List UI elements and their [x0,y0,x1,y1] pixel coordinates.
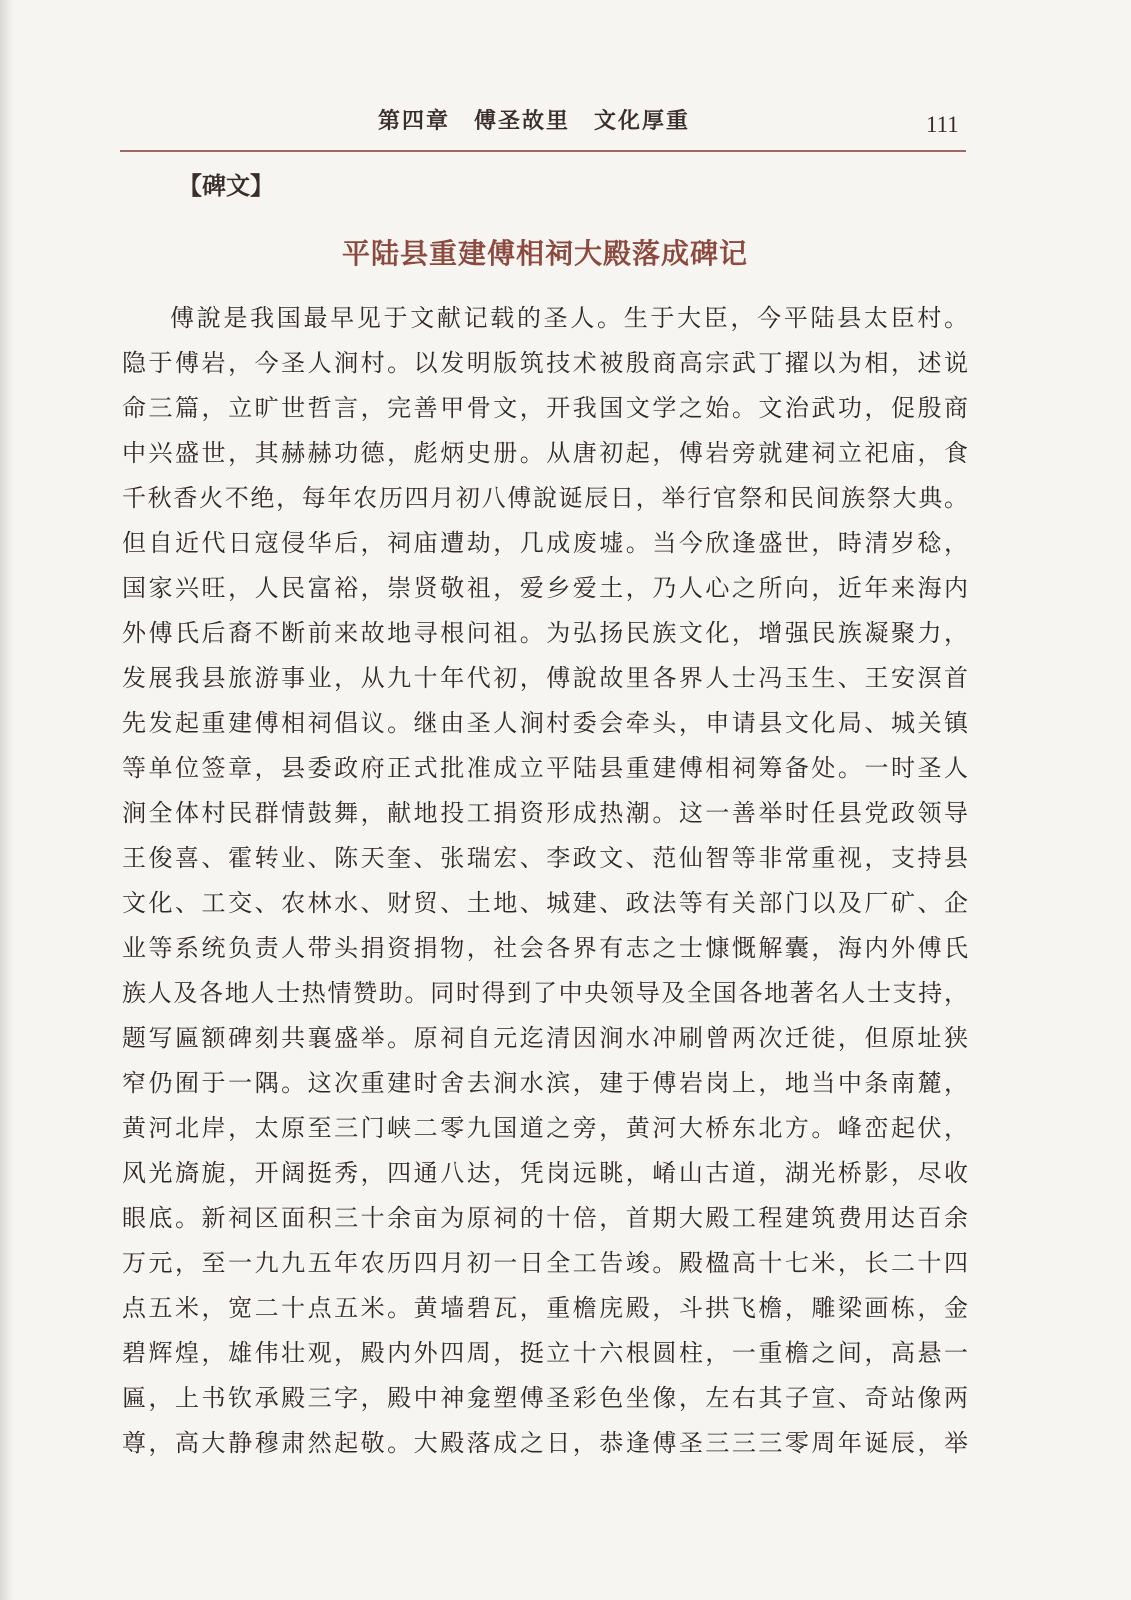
body-line: 命三篇，立旷世哲言，完善甲骨文，开我国文学之始。文治武功，促殷商 [122,394,968,422]
body-line: 黄河北岸，太原至三门峡二零九国道之旁，黄河大桥东北方。峰峦起伏， [122,1114,968,1142]
body-line: 王俊喜、霍转业、陈天奎、张瑞宏、李政文、范仙智等非常重视，支持县 [122,844,968,872]
body-line: 业等系统负责人带头捐资捐物，社会各界有志之士慷慨解囊，海内外傅氏 [122,934,968,962]
body-line: 文化、工交、农林水、财贸、土地、城建、政法等有关部门以及厂矿、企 [122,889,968,917]
body-text [122,296,968,1466]
body-line: 题写匾额碑刻共襄盛举。原祠自元迄清因涧水冲刷曾两次迁徙，但原址狭 [122,1024,968,1052]
body-line: 傅說是我国最早见于文献记载的圣人。生于大臣，今平陆县太臣村。 [170,304,968,332]
body-line: 碧辉煌，雄伟壮观，殿内外四周，挺立十六根圆柱，一重檐之间，高悬一 [122,1339,968,1367]
page-number: 111 [926,112,959,137]
body-line: 风光旖旎，开阔挺秀，四通八达，凭岗远眺，崤山古道，湖光桥影，尽收 [122,1159,968,1187]
section-label: 【碑文】 [178,171,274,200]
body-line: 等单位签章，县委政府正式批准成立平陆县重建傅相祠筹备处。一时圣人 [122,754,968,782]
article-title: 平陆县重建傅相祠大殿落成碑记 [341,237,748,270]
body-line: 万元，至一九九五年农历四月初一日全工告竣。殿楹高十七米，长二十四 [122,1249,968,1277]
body-line: 窄仍囿于一隅。这次重建时舍去涧水滨，建于傅岩岗上，地当中条南麓， [122,1069,968,1097]
body-line: 隐于傅岩，今圣人涧村。以发明版筑技术被殷商高宗武丁擢以为相，述说 [122,349,968,377]
body-line: 千秋香火不绝，每年农历四月初八傅說诞辰日，举行官祭和民间族祭大典。 [122,484,968,512]
body-line: 涧全体村民群情鼓舞，献地投工捐资形成热潮。这一善举时任县党政领导 [122,799,968,827]
body-line: 匾，上书钦承殿三字，殿中神龛塑傅圣彩色坐像，左右其子宣、奇站像两 [122,1384,968,1412]
body-line: 尊，高大静穆肃然起敬。大殿落成之日，恭逢傅圣三三三零周年诞辰，举 [122,1429,968,1457]
body-line: 点五米，宽二十点五米。黄墙碧瓦，重檐庑殿，斗拱飞檐，雕梁画栋，金 [122,1294,968,1322]
body-line: 族人及各地人士热情赞助。同时得到了中央领导及全国各地著名人士支持， [122,979,968,1007]
body-line: 眼底。新祠区面积三十余亩为原祠的十倍，首期大殿工程建筑费用达百余 [122,1204,968,1232]
body-line: 但自近代日寇侵华后，祠庙遭劫，几成废墟。当今欣逢盛世，時清岁稔， [122,529,968,557]
header-rule [120,150,966,152]
body-line: 中兴盛世，其赫赫功德，彪炳史册。从唐初起，傅岩旁就建祠立祀庙，食 [122,439,968,467]
body-line: 发展我县旅游事业，从九十年代初，傅說故里各界人士冯玉生、王安溟首 [122,664,968,692]
body-line: 先发起重建傅相祠倡议。继由圣人涧村委会牵头，申请县文化局、城关镇 [122,709,968,737]
running-header-title: 第四章 傅圣故里 文化厚重 [378,109,691,134]
body-line: 国家兴旺，人民富裕，崇贤敬祖，爱乡爱土，乃人心之所向，近年来海内 [122,574,968,602]
body-line: 外傅氏后裔不断前来故地寻根问祖。为弘扬民族文化，增强民族凝聚力， [122,619,968,647]
